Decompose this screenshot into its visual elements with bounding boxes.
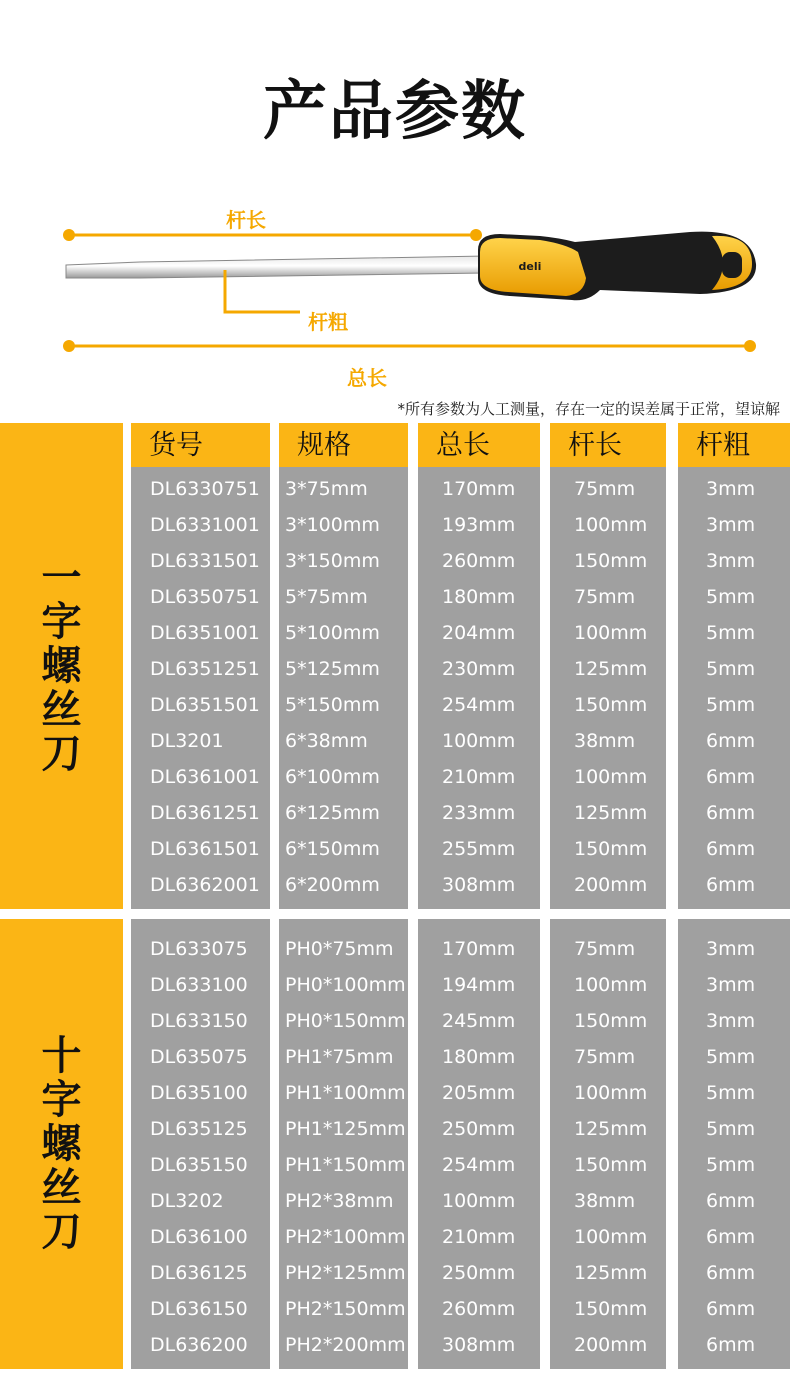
table-cell: 5mm: [706, 658, 756, 680]
table-cell: 150mm: [574, 550, 648, 572]
screwdriver-diagram: [0, 190, 790, 390]
table-cell: 6mm: [706, 730, 756, 752]
table-cell: 6*150mm: [285, 838, 380, 860]
table-cell: DL6351001: [150, 622, 260, 644]
table-cell: 210mm: [442, 766, 516, 788]
table-cell: 100mm: [574, 1226, 648, 1248]
table-cell: 100mm: [574, 1082, 648, 1104]
table-cell: 75mm: [574, 586, 636, 608]
table-cell: DL635125: [150, 1118, 248, 1140]
table-cell: 230mm: [442, 658, 516, 680]
table-column: [279, 423, 408, 909]
table-cell: 5mm: [706, 1118, 756, 1140]
table-cell: 210mm: [442, 1226, 516, 1248]
shaft-length-label: 杆长: [226, 208, 266, 232]
table-cell: 5mm: [706, 694, 756, 716]
table-cell: 100mm: [574, 514, 648, 536]
table-cell: 200mm: [574, 874, 648, 896]
table-cell: DL636200: [150, 1334, 248, 1356]
table-cell: 6*125mm: [285, 802, 380, 824]
table-cell: 3*100mm: [285, 514, 380, 536]
table-cell: 3mm: [706, 478, 756, 500]
table-cell: 6mm: [706, 766, 756, 788]
table-cell: 6*200mm: [285, 874, 380, 896]
section-category-label: [0, 919, 123, 1369]
table-cell: 5mm: [706, 622, 756, 644]
table-cell: 75mm: [574, 1046, 636, 1068]
section-category-text: 一字螺丝刀: [41, 555, 82, 777]
table-column: [678, 919, 790, 1369]
table-cell: PH1*100mm: [285, 1082, 406, 1104]
table-cell: DL635150: [150, 1154, 248, 1176]
table-cell: 6*38mm: [285, 730, 368, 752]
table-cell: PH0*75mm: [285, 938, 394, 960]
table-cell: 150mm: [574, 694, 648, 716]
table-column: [418, 423, 540, 909]
column-header: 总长: [418, 423, 540, 467]
measurement-note: *所有参数为人工测量，存在一定的误差属于正常，望谅解: [397, 400, 780, 418]
table-cell: 6mm: [706, 838, 756, 860]
table-cell: 5mm: [706, 1046, 756, 1068]
table-column: [550, 919, 666, 1369]
table-cell: DL6362001: [150, 874, 260, 896]
table-cell: DL6350751: [150, 586, 260, 608]
total-length-end-dot: [744, 340, 756, 352]
table-cell: DL6361501: [150, 838, 260, 860]
table-cell: 204mm: [442, 622, 516, 644]
table-cell: DL3201: [150, 730, 224, 752]
table-cell: 6mm: [706, 1226, 756, 1248]
table-cell: 245mm: [442, 1010, 516, 1032]
table-cell: 125mm: [574, 802, 648, 824]
table-cell: PH2*100mm: [285, 1226, 406, 1248]
table-cell: 5mm: [706, 586, 756, 608]
shaft-diameter-label: 杆粗: [308, 310, 348, 334]
table-column: [131, 919, 270, 1369]
table-cell: DL3202: [150, 1190, 224, 1212]
table-cell: 5*125mm: [285, 658, 380, 680]
table-cell: 6mm: [706, 1298, 756, 1320]
table-cell: DL635075: [150, 1046, 248, 1068]
table-cell: DL636100: [150, 1226, 248, 1248]
total-length-label: 总长: [347, 366, 387, 390]
column-header: 杆长: [550, 423, 666, 467]
table-cell: 150mm: [574, 838, 648, 860]
table-cell: DL6330751: [150, 478, 260, 500]
table-cell: 100mm: [574, 766, 648, 788]
table-cell: PH0*150mm: [285, 1010, 406, 1032]
table-cell: PH2*150mm: [285, 1298, 406, 1320]
table-cell: DL6361251: [150, 802, 260, 824]
table-cell: PH1*75mm: [285, 1046, 394, 1068]
table-cell: 3mm: [706, 938, 756, 960]
total-length-start-dot: [63, 340, 75, 352]
table-cell: 250mm: [442, 1118, 516, 1140]
table-cell: 3mm: [706, 1010, 756, 1032]
table-cell: 5*75mm: [285, 586, 368, 608]
table-cell: 100mm: [442, 1190, 516, 1212]
section-category-text: 十字螺丝刀: [41, 1033, 82, 1255]
table-cell: 125mm: [574, 1118, 648, 1140]
table-cell: 193mm: [442, 514, 516, 536]
table-cell: DL636150: [150, 1298, 248, 1320]
table-cell: 255mm: [442, 838, 516, 860]
table-column: [418, 919, 540, 1369]
table-cell: DL6351251: [150, 658, 260, 680]
table-column: [131, 423, 270, 909]
table-cell: 5*100mm: [285, 622, 380, 644]
hang-hole: [722, 252, 742, 278]
table-cell: 254mm: [442, 1154, 516, 1176]
table-cell: PH2*125mm: [285, 1262, 406, 1284]
table-cell: 6mm: [706, 1334, 756, 1356]
table-cell: 150mm: [574, 1010, 648, 1032]
table-cell: PH2*38mm: [285, 1190, 394, 1212]
table-cell: 38mm: [574, 730, 636, 752]
table-cell: 260mm: [442, 1298, 516, 1320]
table-cell: 3mm: [706, 514, 756, 536]
page-title: 产品参数: [263, 75, 527, 149]
table-cell: DL635100: [150, 1082, 248, 1104]
table-cell: 100mm: [574, 974, 648, 996]
table-cell: 125mm: [574, 1262, 648, 1284]
table-cell: DL633075: [150, 938, 248, 960]
table-cell: 125mm: [574, 658, 648, 680]
table-cell: 233mm: [442, 802, 516, 824]
table-cell: 5mm: [706, 1082, 756, 1104]
spec-section: [0, 423, 790, 909]
table-cell: 5*150mm: [285, 694, 380, 716]
table-cell: 180mm: [442, 1046, 516, 1068]
table-cell: DL633100: [150, 974, 248, 996]
table-cell: 100mm: [574, 622, 648, 644]
table-cell: 170mm: [442, 938, 516, 960]
table-cell: 308mm: [442, 874, 516, 896]
shaft-length-start-dot: [63, 229, 75, 241]
table-cell: 6*100mm: [285, 766, 380, 788]
table-cell: 3*75mm: [285, 478, 368, 500]
table-cell: PH1*150mm: [285, 1154, 406, 1176]
table-cell: 150mm: [574, 1154, 648, 1176]
table-cell: 3mm: [706, 550, 756, 572]
table-cell: 150mm: [574, 1298, 648, 1320]
table-cell: 75mm: [574, 478, 636, 500]
table-cell: 100mm: [442, 730, 516, 752]
table-cell: PH1*125mm: [285, 1118, 406, 1140]
table-cell: DL6331501: [150, 550, 260, 572]
table-cell: DL6331001: [150, 514, 260, 536]
table-cell: 250mm: [442, 1262, 516, 1284]
column-header: 杆粗: [678, 423, 790, 467]
table-cell: DL6361001: [150, 766, 260, 788]
table-cell: PH2*200mm: [285, 1334, 406, 1356]
table-cell: 308mm: [442, 1334, 516, 1356]
table-cell: 3mm: [706, 974, 756, 996]
table-cell: 194mm: [442, 974, 516, 996]
table-cell: PH0*100mm: [285, 974, 406, 996]
table-cell: 6mm: [706, 1190, 756, 1212]
table-column: [550, 423, 666, 909]
column-header: 货号: [131, 423, 270, 467]
spec-section: [0, 919, 790, 1369]
section-category-label: [0, 423, 123, 909]
table-cell: DL633150: [150, 1010, 248, 1032]
table-cell: 205mm: [442, 1082, 516, 1104]
shaft: [66, 256, 486, 278]
table-cell: 200mm: [574, 1334, 648, 1356]
table-cell: 75mm: [574, 938, 636, 960]
column-header: 规格: [279, 423, 408, 467]
table-column: [279, 919, 408, 1369]
table-cell: 260mm: [442, 550, 516, 572]
table-cell: DL636125: [150, 1262, 248, 1284]
table-cell: 170mm: [442, 478, 516, 500]
table-cell: 3*150mm: [285, 550, 380, 572]
shaft-length-end-dot: [470, 229, 482, 241]
table-cell: 5mm: [706, 1154, 756, 1176]
table-cell: 6mm: [706, 1262, 756, 1284]
brand-logo: deli: [518, 260, 542, 273]
screwdriver-illustration: [0, 190, 790, 390]
table-cell: 180mm: [442, 586, 516, 608]
table-cell: 6mm: [706, 802, 756, 824]
table-cell: DL6351501: [150, 694, 260, 716]
table-cell: 254mm: [442, 694, 516, 716]
table-cell: 6mm: [706, 874, 756, 896]
table-column: [678, 423, 790, 909]
table-cell: 38mm: [574, 1190, 636, 1212]
